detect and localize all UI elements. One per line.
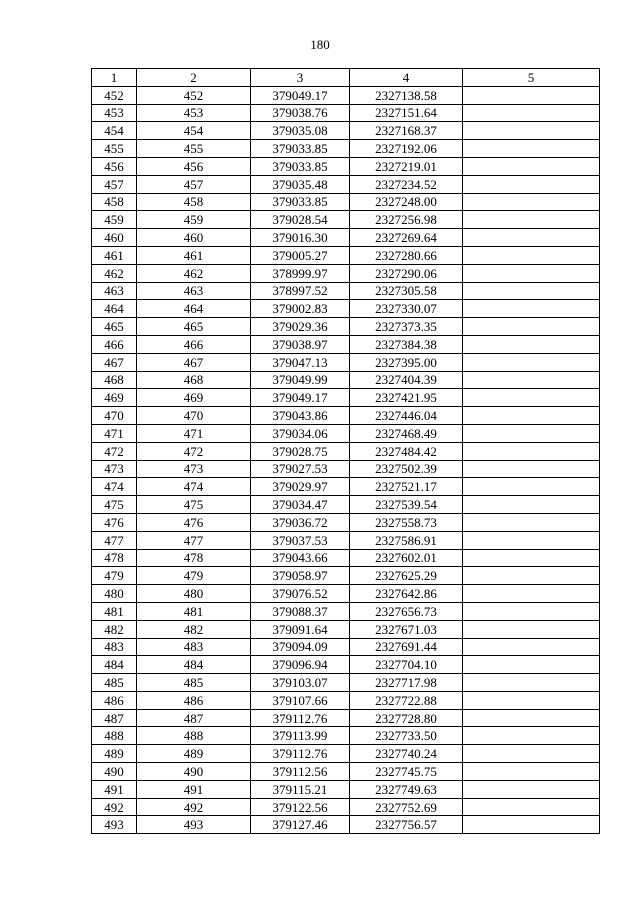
table-row xyxy=(92,157,600,175)
cell-x-coordinate: 379038.76 xyxy=(251,104,350,122)
cell-x-coordinate: 379058.97 xyxy=(251,567,350,585)
cell-x-coordinate: 379103.07 xyxy=(251,674,350,692)
cell-point-number: 485 xyxy=(92,674,137,692)
cell-point-number: 466 xyxy=(92,335,137,353)
cell-point-id: 455 xyxy=(137,140,251,158)
cell-y-coordinate: 2327256.98 xyxy=(350,211,463,229)
cell-point-id: 465 xyxy=(137,318,251,336)
cell-y-coordinate: 2327373.35 xyxy=(350,318,463,336)
cell-point-id: 475 xyxy=(137,496,251,514)
cell-point-number: 452 xyxy=(92,86,137,104)
table-row xyxy=(92,389,600,407)
cell-point-id: 456 xyxy=(137,157,251,175)
cell-point-number: 467 xyxy=(92,353,137,371)
cell-x-coordinate: 379034.47 xyxy=(251,496,350,514)
cell-point-id: 466 xyxy=(137,335,251,353)
cell-x-coordinate: 379043.86 xyxy=(251,407,350,425)
cell-point-id: 491 xyxy=(137,780,251,798)
cell-point-number: 473 xyxy=(92,460,137,478)
cell-y-coordinate: 2327138.58 xyxy=(350,86,463,104)
cell-point-number: 463 xyxy=(92,282,137,300)
cell-x-coordinate: 379096.94 xyxy=(251,656,350,674)
table-row xyxy=(92,104,600,122)
cell-note xyxy=(463,424,600,442)
cell-note xyxy=(463,691,600,709)
cell-y-coordinate: 2327521.17 xyxy=(350,478,463,496)
cell-x-coordinate: 379091.64 xyxy=(251,620,350,638)
cell-note xyxy=(463,122,600,140)
cell-point-id: 453 xyxy=(137,104,251,122)
cell-note xyxy=(463,335,600,353)
table-row xyxy=(92,371,600,389)
cell-note xyxy=(463,549,600,567)
cell-y-coordinate: 2327671.03 xyxy=(350,620,463,638)
cell-point-id: 461 xyxy=(137,246,251,264)
table-row xyxy=(92,763,600,781)
cell-note xyxy=(463,318,600,336)
cell-x-coordinate: 379094.09 xyxy=(251,638,350,656)
cell-x-coordinate: 379127.46 xyxy=(251,816,350,834)
cell-note xyxy=(463,371,600,389)
cell-x-coordinate: 379088.37 xyxy=(251,602,350,620)
cell-point-number: 478 xyxy=(92,549,137,567)
cell-x-coordinate: 379005.27 xyxy=(251,246,350,264)
table-row xyxy=(92,175,600,193)
cell-x-coordinate: 379112.76 xyxy=(251,709,350,727)
cell-y-coordinate: 2327468.49 xyxy=(350,424,463,442)
cell-note xyxy=(463,246,600,264)
cell-x-coordinate: 379049.17 xyxy=(251,389,350,407)
cell-note xyxy=(463,763,600,781)
table-row xyxy=(92,211,600,229)
cell-point-id: 483 xyxy=(137,638,251,656)
cell-point-number: 455 xyxy=(92,140,137,158)
table-row xyxy=(92,780,600,798)
cell-note xyxy=(463,585,600,603)
cell-y-coordinate: 2327539.54 xyxy=(350,496,463,514)
cell-x-coordinate: 379033.85 xyxy=(251,157,350,175)
cell-point-id: 458 xyxy=(137,193,251,211)
cell-point-id: 478 xyxy=(137,549,251,567)
cell-note xyxy=(463,780,600,798)
cell-note xyxy=(463,140,600,158)
cell-y-coordinate: 2327656.73 xyxy=(350,602,463,620)
cell-point-id: 460 xyxy=(137,229,251,247)
table-row xyxy=(92,246,600,264)
table-row xyxy=(92,691,600,709)
table-row xyxy=(92,460,600,478)
cell-point-number: 477 xyxy=(92,531,137,549)
cell-note xyxy=(463,389,600,407)
cell-point-number: 476 xyxy=(92,513,137,531)
cell-y-coordinate: 2327192.06 xyxy=(350,140,463,158)
cell-point-number: 486 xyxy=(92,691,137,709)
table-row xyxy=(92,816,600,834)
cell-y-coordinate: 2327219.01 xyxy=(350,157,463,175)
cell-x-coordinate: 379033.85 xyxy=(251,140,350,158)
cell-note xyxy=(463,175,600,193)
cell-point-id: 459 xyxy=(137,211,251,229)
cell-x-coordinate: 379033.85 xyxy=(251,193,350,211)
cell-note xyxy=(463,656,600,674)
cell-note xyxy=(463,460,600,478)
column-header-2: 2 xyxy=(137,69,251,87)
cell-point-id: 486 xyxy=(137,691,251,709)
cell-note xyxy=(463,513,600,531)
cell-y-coordinate: 2327558.73 xyxy=(350,513,463,531)
cell-point-id: 467 xyxy=(137,353,251,371)
cell-x-coordinate: 379034.06 xyxy=(251,424,350,442)
cell-point-number: 483 xyxy=(92,638,137,656)
cell-point-number: 482 xyxy=(92,620,137,638)
table-body xyxy=(92,86,600,833)
table-row xyxy=(92,531,600,549)
cell-y-coordinate: 2327484.42 xyxy=(350,442,463,460)
cell-note xyxy=(463,709,600,727)
cell-point-number: 480 xyxy=(92,585,137,603)
header-row xyxy=(92,69,600,87)
table-row xyxy=(92,638,600,656)
cell-note xyxy=(463,745,600,763)
cell-point-number: 462 xyxy=(92,264,137,282)
cell-x-coordinate: 379049.99 xyxy=(251,371,350,389)
cell-x-coordinate: 379027.53 xyxy=(251,460,350,478)
cell-note xyxy=(463,193,600,211)
cell-note xyxy=(463,727,600,745)
cell-y-coordinate: 2327280.66 xyxy=(350,246,463,264)
cell-point-id: 471 xyxy=(137,424,251,442)
table-row xyxy=(92,709,600,727)
cell-note xyxy=(463,496,600,514)
table-row xyxy=(92,478,600,496)
table-row xyxy=(92,567,600,585)
cell-x-coordinate: 379047.13 xyxy=(251,353,350,371)
cell-x-coordinate: 379115.21 xyxy=(251,780,350,798)
cell-point-number: 468 xyxy=(92,371,137,389)
cell-point-id: 490 xyxy=(137,763,251,781)
cell-point-number: 489 xyxy=(92,745,137,763)
cell-point-id: 479 xyxy=(137,567,251,585)
cell-point-number: 493 xyxy=(92,816,137,834)
cell-y-coordinate: 2327446.04 xyxy=(350,407,463,425)
cell-y-coordinate: 2327691.44 xyxy=(350,638,463,656)
cell-x-coordinate: 379049.17 xyxy=(251,86,350,104)
cell-x-coordinate: 378997.52 xyxy=(251,282,350,300)
cell-note xyxy=(463,798,600,816)
cell-y-coordinate: 2327717.98 xyxy=(350,674,463,692)
cell-y-coordinate: 2327642.86 xyxy=(350,585,463,603)
cell-y-coordinate: 2327248.00 xyxy=(350,193,463,211)
cell-point-number: 472 xyxy=(92,442,137,460)
table-row xyxy=(92,745,600,763)
cell-point-id: 481 xyxy=(137,602,251,620)
cell-point-number: 470 xyxy=(92,407,137,425)
cell-note xyxy=(463,442,600,460)
cell-x-coordinate: 379112.76 xyxy=(251,745,350,763)
cell-point-id: 454 xyxy=(137,122,251,140)
cell-y-coordinate: 2327745.75 xyxy=(350,763,463,781)
table-row xyxy=(92,122,600,140)
table-header xyxy=(92,69,600,87)
cell-note xyxy=(463,674,600,692)
cell-point-id: 484 xyxy=(137,656,251,674)
cell-point-id: 476 xyxy=(137,513,251,531)
cell-point-number: 453 xyxy=(92,104,137,122)
cell-point-id: 493 xyxy=(137,816,251,834)
column-header-1: 1 xyxy=(92,69,137,87)
cell-point-id: 480 xyxy=(137,585,251,603)
cell-note xyxy=(463,229,600,247)
table-row xyxy=(92,549,600,567)
coordinates-table xyxy=(91,68,600,834)
cell-note xyxy=(463,638,600,656)
cell-x-coordinate: 378999.97 xyxy=(251,264,350,282)
cell-point-id: 482 xyxy=(137,620,251,638)
column-header-5: 5 xyxy=(463,69,600,87)
cell-point-number: 479 xyxy=(92,567,137,585)
table-row xyxy=(92,424,600,442)
cell-y-coordinate: 2327728.80 xyxy=(350,709,463,727)
cell-note xyxy=(463,264,600,282)
cell-x-coordinate: 379037.53 xyxy=(251,531,350,549)
table-row xyxy=(92,620,600,638)
table-row xyxy=(92,300,600,318)
cell-point-id: 488 xyxy=(137,727,251,745)
cell-y-coordinate: 2327151.64 xyxy=(350,104,463,122)
cell-x-coordinate: 379016.30 xyxy=(251,229,350,247)
cell-note xyxy=(463,531,600,549)
cell-y-coordinate: 2327733.50 xyxy=(350,727,463,745)
cell-y-coordinate: 2327586.91 xyxy=(350,531,463,549)
cell-point-id: 477 xyxy=(137,531,251,549)
cell-x-coordinate: 379029.97 xyxy=(251,478,350,496)
cell-y-coordinate: 2327269.64 xyxy=(350,229,463,247)
cell-point-id: 469 xyxy=(137,389,251,407)
cell-y-coordinate: 2327722.88 xyxy=(350,691,463,709)
cell-x-coordinate: 379076.52 xyxy=(251,585,350,603)
cell-y-coordinate: 2327752.69 xyxy=(350,798,463,816)
cell-note xyxy=(463,104,600,122)
cell-note xyxy=(463,211,600,229)
cell-point-id: 474 xyxy=(137,478,251,496)
cell-point-number: 461 xyxy=(92,246,137,264)
cell-point-number: 459 xyxy=(92,211,137,229)
cell-x-coordinate: 379113.99 xyxy=(251,727,350,745)
cell-x-coordinate: 379002.83 xyxy=(251,300,350,318)
cell-point-id: 468 xyxy=(137,371,251,389)
column-header-4: 4 xyxy=(350,69,463,87)
table-row xyxy=(92,798,600,816)
table-row xyxy=(92,264,600,282)
cell-note xyxy=(463,86,600,104)
cell-point-id: 463 xyxy=(137,282,251,300)
cell-note xyxy=(463,282,600,300)
cell-point-number: 474 xyxy=(92,478,137,496)
cell-point-id: 470 xyxy=(137,407,251,425)
cell-point-number: 454 xyxy=(92,122,137,140)
cell-y-coordinate: 2327384.38 xyxy=(350,335,463,353)
table-row xyxy=(92,496,600,514)
cell-point-number: 456 xyxy=(92,157,137,175)
column-header-3: 3 xyxy=(251,69,350,87)
cell-x-coordinate: 379107.66 xyxy=(251,691,350,709)
cell-point-number: 481 xyxy=(92,602,137,620)
cell-point-id: 462 xyxy=(137,264,251,282)
cell-y-coordinate: 2327625.29 xyxy=(350,567,463,585)
cell-x-coordinate: 379122.56 xyxy=(251,798,350,816)
cell-point-id: 485 xyxy=(137,674,251,692)
table-row xyxy=(92,282,600,300)
cell-point-id: 457 xyxy=(137,175,251,193)
cell-y-coordinate: 2327502.39 xyxy=(350,460,463,478)
cell-point-number: 460 xyxy=(92,229,137,247)
cell-note xyxy=(463,816,600,834)
table-row xyxy=(92,674,600,692)
page-number: 180 xyxy=(310,37,330,52)
cell-y-coordinate: 2327704.10 xyxy=(350,656,463,674)
table-row xyxy=(92,602,600,620)
table-row xyxy=(92,727,600,745)
cell-point-id: 452 xyxy=(137,86,251,104)
cell-point-id: 464 xyxy=(137,300,251,318)
cell-point-number: 490 xyxy=(92,763,137,781)
table-row xyxy=(92,229,600,247)
table-row xyxy=(92,353,600,371)
cell-y-coordinate: 2327168.37 xyxy=(350,122,463,140)
table-row xyxy=(92,140,600,158)
cell-y-coordinate: 2327749.63 xyxy=(350,780,463,798)
cell-y-coordinate: 2327404.39 xyxy=(350,371,463,389)
cell-note xyxy=(463,620,600,638)
cell-point-id: 492 xyxy=(137,798,251,816)
cell-point-number: 484 xyxy=(92,656,137,674)
cell-x-coordinate: 379028.75 xyxy=(251,442,350,460)
cell-point-number: 471 xyxy=(92,424,137,442)
cell-y-coordinate: 2327330.07 xyxy=(350,300,463,318)
cell-x-coordinate: 379112.56 xyxy=(251,763,350,781)
cell-y-coordinate: 2327421.95 xyxy=(350,389,463,407)
cell-note xyxy=(463,300,600,318)
cell-point-number: 458 xyxy=(92,193,137,211)
cell-y-coordinate: 2327305.58 xyxy=(350,282,463,300)
cell-point-number: 491 xyxy=(92,780,137,798)
table-row xyxy=(92,656,600,674)
cell-y-coordinate: 2327395.00 xyxy=(350,353,463,371)
cell-x-coordinate: 379038.97 xyxy=(251,335,350,353)
cell-note xyxy=(463,602,600,620)
table-row xyxy=(92,513,600,531)
cell-y-coordinate: 2327290.06 xyxy=(350,264,463,282)
cell-note xyxy=(463,567,600,585)
table-row xyxy=(92,318,600,336)
table-row xyxy=(92,335,600,353)
cell-point-number: 457 xyxy=(92,175,137,193)
cell-y-coordinate: 2327756.57 xyxy=(350,816,463,834)
cell-point-number: 487 xyxy=(92,709,137,727)
cell-note xyxy=(463,353,600,371)
cell-point-id: 472 xyxy=(137,442,251,460)
cell-point-id: 473 xyxy=(137,460,251,478)
cell-y-coordinate: 2327602.01 xyxy=(350,549,463,567)
table-row xyxy=(92,585,600,603)
cell-point-number: 464 xyxy=(92,300,137,318)
cell-x-coordinate: 379035.48 xyxy=(251,175,350,193)
table-row xyxy=(92,442,600,460)
cell-note xyxy=(463,407,600,425)
cell-x-coordinate: 379043.66 xyxy=(251,549,350,567)
cell-point-number: 465 xyxy=(92,318,137,336)
table-row xyxy=(92,193,600,211)
cell-x-coordinate: 379029.36 xyxy=(251,318,350,336)
cell-y-coordinate: 2327740.24 xyxy=(350,745,463,763)
table-row xyxy=(92,86,600,104)
cell-point-number: 475 xyxy=(92,496,137,514)
cell-point-id: 489 xyxy=(137,745,251,763)
cell-y-coordinate: 2327234.52 xyxy=(350,175,463,193)
cell-point-number: 469 xyxy=(92,389,137,407)
cell-point-number: 492 xyxy=(92,798,137,816)
cell-x-coordinate: 379036.72 xyxy=(251,513,350,531)
cell-point-id: 487 xyxy=(137,709,251,727)
cell-note xyxy=(463,478,600,496)
cell-point-number: 488 xyxy=(92,727,137,745)
cell-note xyxy=(463,157,600,175)
cell-x-coordinate: 379028.54 xyxy=(251,211,350,229)
cell-x-coordinate: 379035.08 xyxy=(251,122,350,140)
table-row xyxy=(92,407,600,425)
